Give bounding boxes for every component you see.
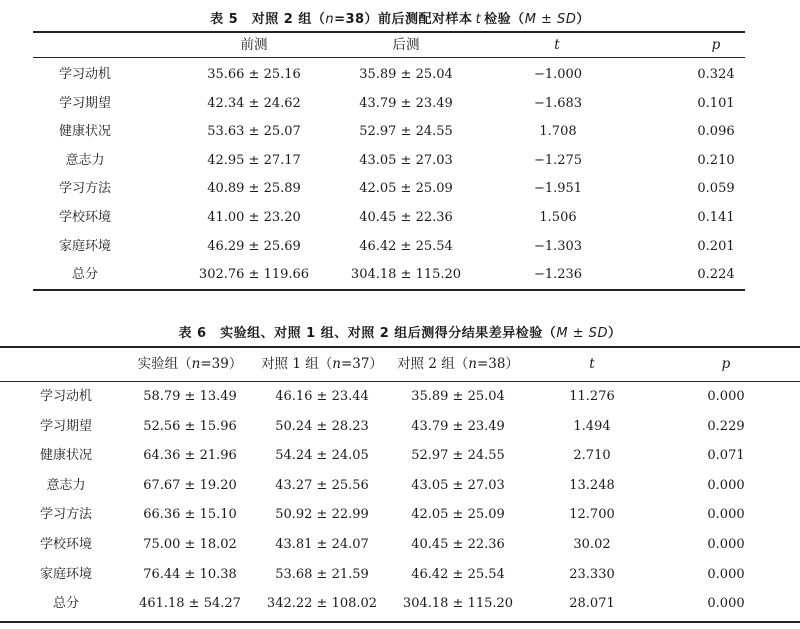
p-value: 0.071	[707, 448, 745, 463]
control1-value: 53.68 ± 21.59	[275, 567, 369, 582]
control1-value: 342.22 ± 108.02	[266, 596, 378, 611]
control2-value: 40.45 ± 22.36	[411, 537, 505, 552]
control1-value: 43.81 ± 24.07	[275, 537, 369, 552]
table5-top-rule	[33, 31, 745, 33]
post-value: 35.89 ± 25.04	[359, 67, 453, 82]
row-label: 总分	[52, 596, 80, 611]
experimental-value: 52.56 ± 15.96	[143, 419, 237, 434]
pre-value: 41.00 ± 23.20	[207, 210, 301, 225]
p-value: 0.000	[707, 507, 745, 522]
p-value: 0.000	[707, 389, 745, 404]
t-value: −1.000	[533, 67, 583, 82]
control2-value: 43.05 ± 27.03	[411, 478, 505, 493]
control1-value: 46.16 ± 23.44	[275, 389, 369, 404]
table6-header-control2: 对照 2 组（n=38）	[397, 356, 519, 372]
control2-value: 52.97 ± 24.55	[411, 448, 505, 463]
p-value: 0.000	[707, 537, 745, 552]
experimental-value: 75.00 ± 18.02	[143, 537, 237, 552]
row-label: 学习期望	[39, 419, 93, 434]
pre-value: 42.34 ± 24.62	[207, 96, 301, 111]
table5-bottom-rule	[33, 289, 745, 291]
experimental-value: 66.36 ± 15.10	[143, 507, 237, 522]
control2-value: 43.79 ± 23.49	[411, 419, 505, 434]
row-label: 健康状况	[39, 448, 93, 463]
t-value: 13.248	[569, 478, 615, 493]
p-value: 0.000	[707, 596, 745, 611]
control1-value: 43.27 ± 25.56	[275, 478, 369, 493]
t-value: −1.303	[533, 239, 583, 254]
p-value: 0.229	[707, 419, 745, 434]
table6-bottom-rule	[0, 621, 800, 623]
post-value: 40.45 ± 22.36	[359, 210, 453, 225]
row-label: 意志力	[65, 153, 105, 168]
table6-header-p: p	[721, 356, 731, 372]
t-value: 11.276	[569, 389, 615, 404]
p-value: 0.224	[697, 267, 735, 282]
experimental-value: 58.79 ± 13.49	[143, 389, 237, 404]
table6-header-experimental: 实验组（n=39）	[137, 356, 243, 372]
p-value: 0.201	[697, 239, 735, 254]
table5-caption: 表 5 对照 2 组（n=38）前后测配对样本 t 检验（M ± SD）	[210, 12, 590, 27]
table6-header-t: t	[589, 356, 595, 372]
row-label: 学校环境	[58, 210, 112, 225]
control2-value: 46.42 ± 25.54	[411, 567, 505, 582]
post-value: 46.42 ± 25.54	[359, 239, 453, 254]
table6-top-rule	[0, 346, 800, 348]
t-value: 1.506	[539, 210, 577, 225]
post-value: 52.97 ± 24.55	[359, 124, 453, 139]
t-value: 23.330	[569, 567, 615, 582]
p-value: 0.000	[707, 478, 745, 493]
table5-header-pre: 前测	[240, 37, 268, 53]
experimental-value: 64.36 ± 21.96	[143, 448, 237, 463]
t-value: 1.494	[573, 419, 611, 434]
p-value: 0.324	[697, 67, 735, 82]
p-value: 0.096	[697, 124, 735, 139]
row-label: 学习方法	[39, 507, 93, 522]
t-value: 28.071	[569, 596, 615, 611]
post-value: 43.05 ± 27.03	[359, 153, 453, 168]
p-value: 0.141	[697, 210, 735, 225]
post-value: 42.05 ± 25.09	[359, 181, 453, 196]
table5-header-t: t	[554, 37, 560, 53]
row-label: 家庭环境	[58, 239, 112, 254]
table6-header-control1: 对照 1 组（n=37）	[261, 356, 383, 372]
table5-header-rule	[33, 57, 745, 58]
table5-header-p: p	[711, 37, 721, 53]
t-value: −1.951	[533, 181, 583, 196]
t-value: 30.02	[573, 537, 611, 552]
row-label: 健康状况	[58, 124, 112, 139]
control2-value: 304.18 ± 115.20	[402, 596, 514, 611]
row-label: 意志力	[46, 478, 86, 493]
pre-value: 35.66 ± 25.16	[207, 67, 301, 82]
post-value: 304.18 ± 115.20	[350, 267, 462, 282]
experimental-value: 67.67 ± 19.20	[143, 478, 237, 493]
table6-caption: 表 6 实验组、对照 1 组、对照 2 组后测得分结果差异检验（M ± SD）	[178, 326, 622, 341]
row-label: 学习动机	[58, 67, 112, 82]
t-value: −1.275	[533, 153, 583, 168]
p-value: 0.210	[697, 153, 735, 168]
row-label: 家庭环境	[39, 567, 93, 582]
table6-header-rule	[0, 381, 800, 382]
p-value: 0.000	[707, 567, 745, 582]
control1-value: 50.92 ± 22.99	[275, 507, 369, 522]
t-value: 12.700	[569, 507, 615, 522]
experimental-value: 461.18 ± 54.27	[139, 596, 241, 611]
p-value: 0.059	[697, 181, 735, 196]
row-label: 学校环境	[39, 537, 93, 552]
pre-value: 53.63 ± 25.07	[207, 124, 301, 139]
table5-header-post: 后测	[392, 37, 420, 53]
experimental-value: 76.44 ± 10.38	[143, 567, 237, 582]
control2-value: 35.89 ± 25.04	[411, 389, 505, 404]
row-label: 学习期望	[58, 96, 112, 111]
t-value: −1.683	[533, 96, 583, 111]
t-value: 2.710	[573, 448, 611, 463]
control2-value: 42.05 ± 25.09	[411, 507, 505, 522]
p-value: 0.101	[697, 96, 735, 111]
control1-value: 50.24 ± 28.23	[275, 419, 369, 434]
t-value: 1.708	[539, 124, 577, 139]
row-label: 总分	[71, 267, 99, 282]
pre-value: 302.76 ± 119.66	[198, 267, 310, 282]
row-label: 学习动机	[39, 389, 93, 404]
post-value: 43.79 ± 23.49	[359, 96, 453, 111]
pre-value: 40.89 ± 25.89	[207, 181, 301, 196]
t-value: −1.236	[533, 267, 583, 282]
pre-value: 42.95 ± 27.17	[207, 153, 301, 168]
control1-value: 54.24 ± 24.05	[275, 448, 369, 463]
pre-value: 46.29 ± 25.69	[207, 239, 301, 254]
row-label: 学习方法	[58, 181, 112, 196]
